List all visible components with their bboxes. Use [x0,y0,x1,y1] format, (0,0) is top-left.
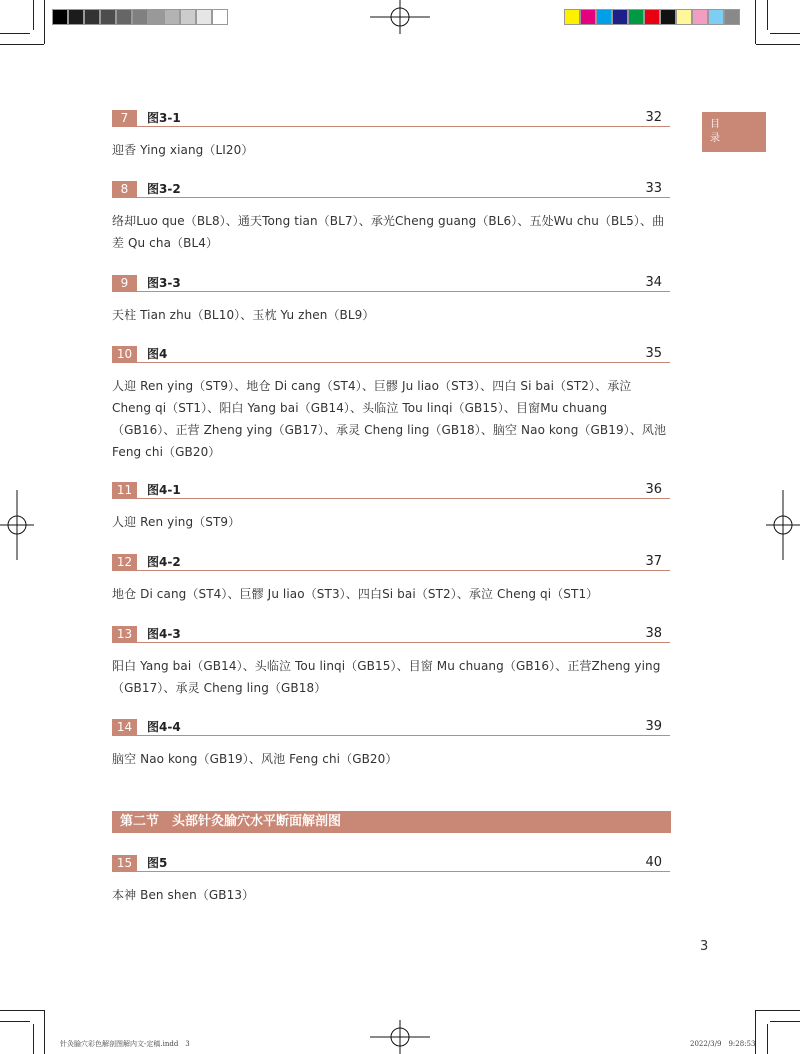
toc-entry [112,275,670,326]
entry-number: 13 [112,626,137,642]
crop-mark [756,44,800,45]
crop-mark [44,0,45,44]
crop-mark [767,0,768,30]
entry-header [112,110,670,127]
page-folio: 3 [700,939,709,954]
entry-number: 14 [112,719,137,735]
toc-entry [112,110,670,161]
crop-mark [770,33,800,34]
entry-number: 10 [112,346,137,362]
entry-header [112,719,670,736]
entry-header [112,181,670,198]
crop-mark [767,1024,768,1054]
figure-label: 图5 [147,856,168,870]
side-tab-label: 录 [710,133,720,144]
side-tab-label: 目 [710,119,720,130]
color-bar [564,9,740,25]
crop-mark [33,1024,34,1054]
crop-mark [44,1010,45,1054]
slug-right: 2022/3/9 9:28:53 [690,1040,756,1048]
crop-mark [0,1010,44,1011]
entry-text: 人迎 Ren ying（ST9） [112,515,241,529]
toc-entry [112,554,670,605]
entry-text: 迎香 Ying xiang（LI20） [112,143,254,157]
figure-label: 图3-1 [147,111,181,125]
entry-text: 地仓 Di cang（ST4）、巨髎 Ju liao（ST3）、四白Si bai（ST2）、承泣 Cheng qi（ST1） [112,587,599,601]
toc-entry [112,855,670,906]
figure-label: 图4 [147,347,168,361]
entry-number: 9 [112,275,137,291]
entry-text: 天柱 Tian zhu（BL10）、玉枕 Yu zhen（BL9） [112,308,375,322]
grayscale-bar [52,9,228,25]
entry-number: 12 [112,554,137,570]
entry-header [112,275,670,292]
crop-mark [33,0,34,30]
entry-text: 阳白 Yang bai（GB14）、头临泣 Tou linqi（GB15）、目窗 Mu chuang（GB16）、正营Zheng ying（GB17）、承灵 Cheng ling（GB18） [112,659,661,695]
side-tab [702,112,766,152]
entry-header [112,346,670,363]
page-number: 35 [645,346,662,361]
page-number: 39 [645,719,662,734]
figure-label: 图4-1 [147,483,181,497]
entry-header [112,482,670,499]
figure-label: 图4-2 [147,555,181,569]
figure-label: 图3-3 [147,276,181,290]
entry-text: 络却Luo que（BL8）、通天Tong tian（BL7）、承光Cheng guang（BL6）、五处Wu chu（BL5）、曲差 Qu cha（BL4） [112,214,665,250]
entry-number: 8 [112,181,137,197]
toc-entry [112,626,670,699]
entry-number: 15 [112,855,137,871]
entry-header [112,626,670,643]
crop-mark [0,1021,30,1022]
registration-mark-icon [370,0,430,34]
toc-entry [112,719,670,770]
crop-mark [756,1010,800,1011]
page-number: 34 [645,275,662,290]
toc-entry [112,346,670,463]
section-title: 第二节 头部针灸腧穴水平断面解剖图 [120,814,342,829]
figure-label: 图4-3 [147,627,181,641]
toc-entry [112,181,670,254]
page-number: 36 [645,482,662,497]
crop-mark [0,44,44,45]
entry-header [112,554,670,571]
registration-mark-icon [0,490,34,560]
entry-number: 7 [112,110,137,126]
crop-mark [770,1021,800,1022]
page-number: 32 [645,110,662,125]
section-heading [112,811,671,833]
entry-text: 本神 Ben shen（GB13） [112,888,255,902]
page-number: 38 [645,626,662,641]
toc-entry [112,482,670,533]
figure-label: 图4-4 [147,720,181,734]
crop-mark [0,33,30,34]
page-number: 33 [645,181,662,196]
page-number: 37 [645,554,662,569]
entry-number: 11 [112,482,137,498]
page-number: 40 [645,855,662,870]
figure-label: 图3-2 [147,182,181,196]
registration-mark-icon [370,1020,430,1054]
entry-text: 人迎 Ren ying（ST9）、地仓 Di cang（ST4）、巨髎 Ju liao（ST3）、四白 Si bai（ST2）、承泣 Cheng qi（ST1）、阳白 Yang bai（GB14）、头临泣 Tou linqi（GB15）、目窗Mu chuang（GB16）、正营 Zheng ying（GB17）、承灵 Cheng ling（GB18）、脑空 Nao kong（GB19）、风池Feng chi（GB20） [112,379,667,459]
crop-mark [755,0,756,44]
entry-text: 脑空 Nao kong（GB19）、风池 Feng chi（GB20） [112,752,398,766]
entry-header [112,855,670,872]
slug-left: 针灸腧穴彩色解剖图解内文-定稿.indd 3 [60,1040,190,1048]
registration-mark-icon [766,490,800,560]
